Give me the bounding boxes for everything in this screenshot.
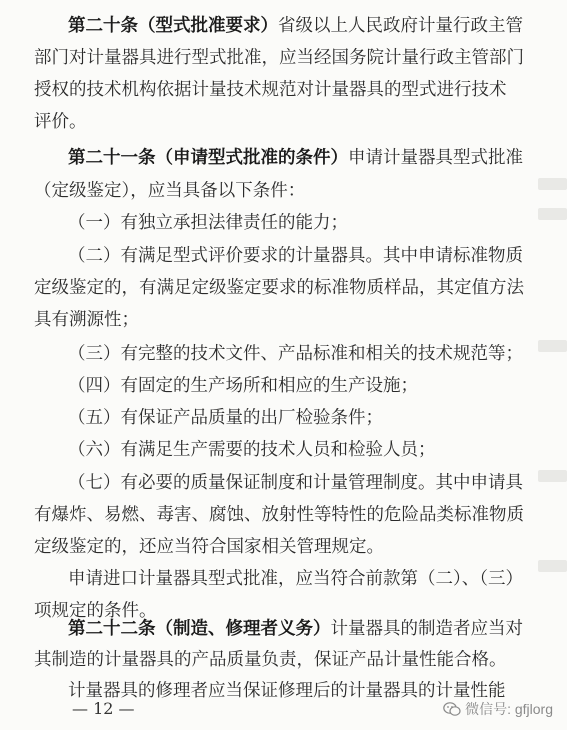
line-text: 项规定的条件。: [34, 601, 157, 621]
article-22-line-1: [0, 613, 567, 646]
line-text: （定级鉴定），应当具备以下条件：: [34, 181, 306, 201]
line-text: 定级鉴定的，有满足定级鉴定要求的标准物质样品，其定值方法: [34, 278, 524, 298]
line-text: （四）有固定的生产场所和相应的生产设施；: [68, 376, 418, 396]
article-21-heading: 第二十一条（申请型式批准的条件）: [68, 148, 348, 168]
condition-item: [0, 240, 567, 273]
line-text: （七）有必要的质量保证制度和计量管理制度。其中申请具: [68, 473, 523, 493]
line-text: 其制造的计量器具的产品质量负责，保证产品计量性能合格。: [34, 650, 507, 670]
line-text: （三）有完整的技术文件、产品标准和相关的技术规范等；: [68, 344, 523, 364]
paragraph-line: [0, 563, 567, 596]
paragraph-line: [0, 74, 567, 107]
line-text: 有爆炸、易燃、毒害、腐蚀、放射性等特性的危险品类标准物质: [34, 505, 524, 525]
paragraph-line: [0, 499, 567, 532]
paragraph-line: [0, 644, 567, 677]
line-text: （六）有满足生产需要的技术人员和检验人员；: [68, 440, 436, 460]
condition-item: [0, 402, 567, 435]
paragraph-line: [0, 272, 567, 305]
condition-item: [0, 467, 567, 500]
paragraph-line: [0, 675, 567, 708]
paragraph-line: [0, 304, 567, 337]
article-21-line-1: [0, 142, 567, 175]
line-text: 部门对计量器具进行型式批准，应当经国务院计量行政主管部门: [34, 48, 524, 68]
condition-item: [0, 338, 567, 371]
paragraph-line: [0, 106, 567, 139]
line-text: （二）有满足型式评价要求的计量器具。其中申请标准物质: [68, 246, 523, 266]
article-22-heading: 第二十二条（制造、修理者义务）: [68, 619, 331, 639]
condition-item: [0, 370, 567, 403]
page-number: — 12 —: [72, 699, 135, 718]
watermark-text: 微信号: gfjlorg: [465, 701, 553, 717]
article-20-line-1: [0, 10, 567, 43]
line-text: （五）有保证产品质量的出厂检验条件；: [68, 408, 383, 428]
line-text: 申请进口计量器具型式批准，应当符合前款第（二）、（三）: [68, 569, 523, 589]
line-text: 具有溯源性；: [34, 310, 139, 330]
article-20-heading: 第二十条（型式批准要求）: [68, 16, 278, 36]
article-21-text: 申请计量器具型式批准: [348, 148, 523, 168]
line-text: （一）有独立承担法律责任的能力；: [68, 213, 348, 233]
line-text: 评价。: [34, 112, 87, 132]
article-22-text: 计量器具的制造者应当对: [330, 619, 523, 639]
line-text: 授权的技术机构依据计量技术规范对计量器具的型式进行技术: [34, 80, 507, 100]
line-text: 定级鉴定的，还应当符合国家相关管理规定。: [34, 537, 384, 557]
condition-item: [0, 207, 567, 240]
paragraph-line: [0, 175, 567, 208]
article-20-text: 省级以上人民政府计量行政主管: [278, 16, 523, 36]
condition-item: [0, 434, 567, 467]
line-text: 计量器具的修理者应当保证修理后的计量器具的计量性能: [68, 681, 506, 701]
paragraph-line: [0, 531, 567, 564]
paragraph-line: [0, 42, 567, 75]
